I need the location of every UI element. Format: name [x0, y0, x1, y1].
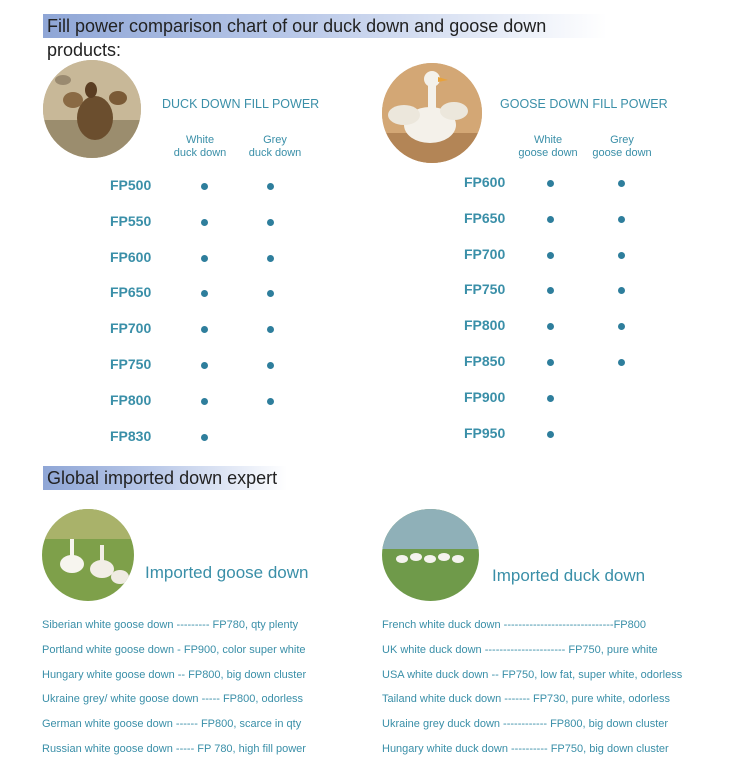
goose-fp-label: FP850 [464, 353, 506, 369]
goose-white-dot [547, 216, 554, 223]
goose-white-dot [547, 323, 554, 330]
goose-white-dot [547, 395, 554, 402]
goose-fp-label: FP950 [464, 424, 506, 441]
goose-fp-label: FP600 [464, 174, 506, 190]
chart-banner [43, 14, 607, 60]
goose-grey-dot [618, 252, 625, 259]
duck-grey-dot [267, 290, 274, 297]
duck-grey-dot [267, 183, 274, 190]
imported_goose-list-item: Siberian white goose down --------- FP780, qty plenty [42, 619, 299, 631]
imported-goose-title: Imported goose down [145, 563, 309, 582]
duck-white-dot [201, 290, 208, 297]
imported_duck-list-item: UK white duck down ---------------------- FP750, pure white [382, 643, 658, 656]
goose-fp-label: FP900 [464, 388, 506, 405]
duck-grey-dot [267, 398, 274, 405]
duck-grey-dot [267, 362, 274, 369]
goose-white-dot [547, 252, 554, 259]
duck-fill-power-heading: DUCK DOWN FILL POWER [162, 97, 320, 111]
duck-white-dot [201, 362, 208, 369]
duck-fp-label: FP650 [110, 284, 152, 301]
duck-white-dot [201, 255, 208, 262]
duck-grey-column-header: Grey duck down [248, 134, 302, 159]
imported_goose-list-item: German white goose down ------ FP800, scarce in qty [42, 718, 302, 731]
duck-fp-label: FP600 [110, 248, 152, 265]
goose-photo [382, 63, 482, 163]
duck-fp-label: FP750 [110, 356, 152, 372]
duck-white-column-header: White duck down [173, 134, 227, 159]
imported_goose-list-item: Hungary white goose down -- FP800, big down cluster [42, 668, 307, 681]
imported_duck-list-item: French white duck down ------------------------------FP800 [382, 619, 646, 631]
duck-photo [43, 60, 141, 158]
imported_goose-list-item: Portland white goose down - FP900, color super white [42, 643, 306, 656]
duck-grey-dot [267, 326, 274, 333]
duck-white-dot [201, 434, 208, 441]
goose-white-column-header: White goose down [518, 134, 578, 159]
duck-white-dot [201, 398, 208, 405]
goose-grey-dot [618, 180, 625, 187]
goose-grey-dot [618, 359, 625, 366]
goose-fp-label: FP700 [464, 245, 506, 262]
goose-grey-dot [618, 323, 625, 330]
goose-fp-label: FP650 [464, 209, 506, 226]
imported-duck-title: Imported duck down [492, 566, 646, 585]
imported_duck-list-item: USA white duck down -- FP750, low fat, super white, odorless [382, 668, 683, 681]
duck-white-dot [201, 219, 208, 226]
duck-fp-label: FP700 [110, 320, 152, 337]
goose-white-dot [547, 287, 554, 294]
imported_goose-list-item: Russian white goose down ----- FP 780, high fill power [42, 743, 306, 755]
imported-duck-photo [382, 509, 479, 601]
duck-fp-label: FP800 [110, 391, 152, 408]
goose-grey-dot [618, 287, 625, 294]
duck-grey-dot [267, 255, 274, 262]
goose-fp-label: FP750 [464, 281, 506, 298]
expert-banner-text: Global imported down expert [47, 468, 278, 488]
chart-banner-text: Fill power comparison chart of our duck down and goose down products: [47, 16, 547, 60]
imported_duck-list-item: Hungary white duck down ---------- FP750, big down cluster [382, 743, 669, 755]
duck-fp-label: FP500 [110, 177, 152, 193]
duck-fp-label: FP550 [110, 212, 152, 229]
goose-fp-label: FP800 [464, 317, 506, 334]
goose-fill-power-heading: GOOSE DOWN FILL POWER [500, 97, 668, 111]
expert-banner [43, 466, 287, 490]
imported-goose-photo [42, 509, 134, 601]
duck-grey-dot [267, 219, 274, 226]
goose-white-dot [547, 431, 554, 438]
goose-white-dot [547, 180, 554, 187]
duck-fp-label: FP830 [110, 427, 152, 444]
goose-grey-column-header: Grey goose down [592, 134, 652, 159]
imported_goose-list-item: Ukraine grey/ white goose down ----- FP800, odorless [42, 693, 304, 706]
duck-white-dot [201, 326, 208, 333]
goose-white-dot [547, 359, 554, 366]
duck-white-dot [201, 183, 208, 190]
goose-grey-dot [618, 216, 625, 223]
imported_duck-list-item: Ukraine grey duck down ------------ FP800, big down cluster [382, 718, 669, 731]
imported_duck-list-item: Tailand white duck down ------- FP730, pure white, odorless [382, 693, 670, 706]
